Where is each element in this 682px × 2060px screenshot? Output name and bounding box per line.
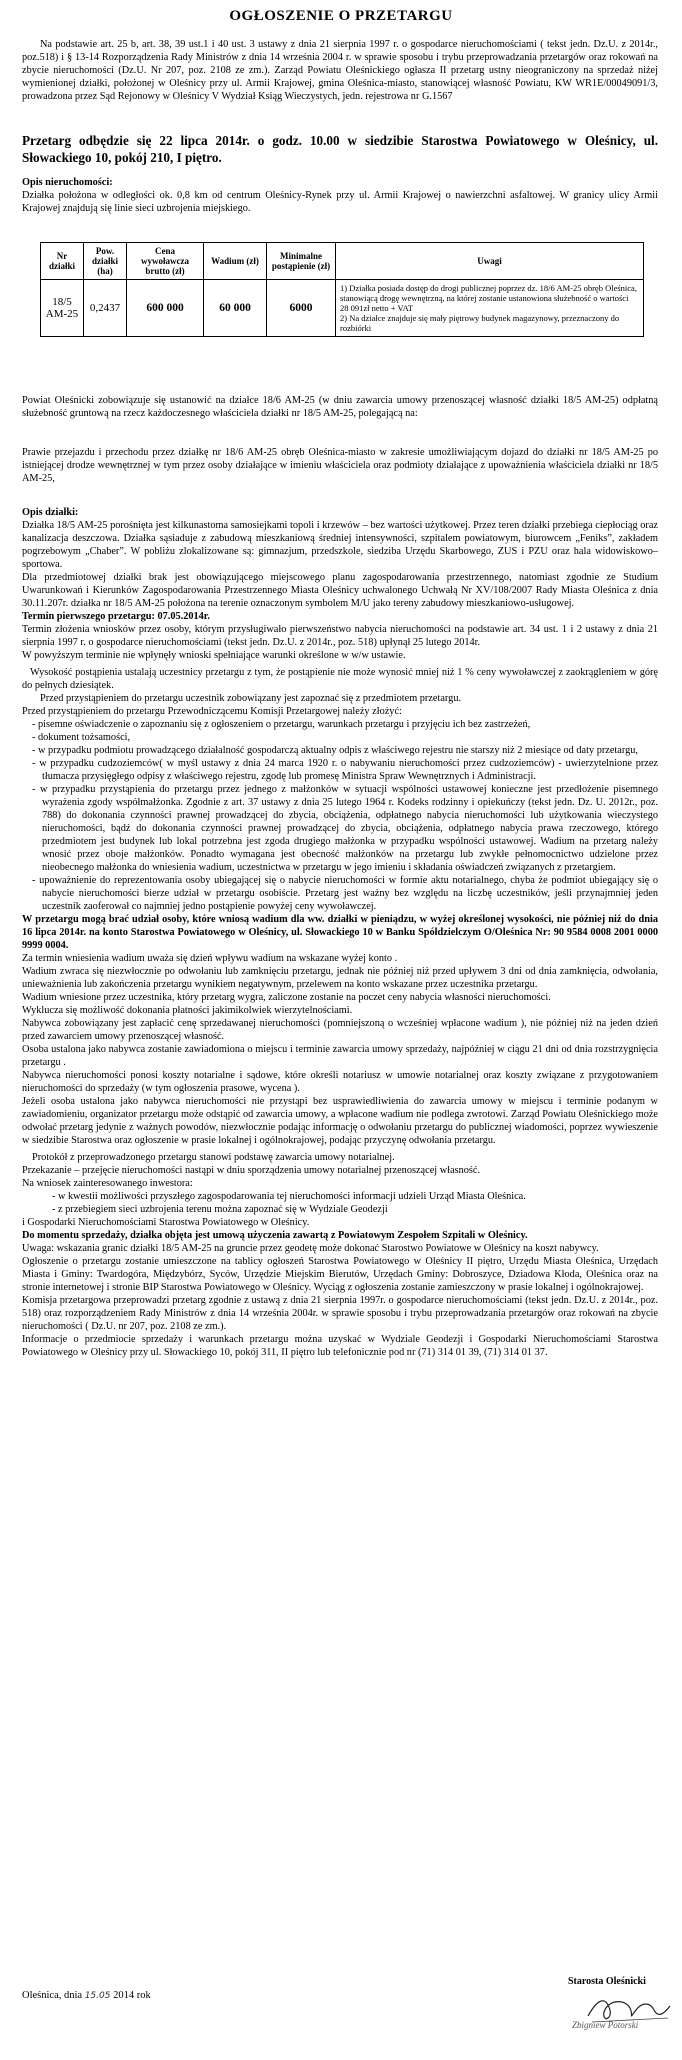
documents-list-item: - w przypadku podmiotu prowadzącego działalność gospodarczą aktualny odpis z właściwego rejestru nie starszy niż 2 miesiące od daty przetargu, bbox=[32, 745, 638, 756]
easement-scope-paragraph: Prawie przejazdu i przechodu przez działkę nr 18/6 AM-25 obręb Oleśnica-miasto w zakresie umożliwiającym dojazd do działki nr 18/5 AM-25 po istniejącej drodze wewnętrznej w tym przez osoby działające w imieniu właściciela oraz podmioty działające z upoważnienia właściciela działki nr 18/5 AM-25, bbox=[22, 447, 658, 484]
priority-note: W powyższym terminie nie wpłynęły wnioski spełniające warunki określone w w/w ustawie. bbox=[22, 650, 406, 661]
first-auction-date: Termin pierwszego przetargu: 07.05.2014r. bbox=[22, 611, 210, 622]
buyer-payment-paragraph: Nabywca zobowiązany jest zapłacić cenę sprzedawanej nieruchomości (pomniejszoną o wcześniej wpłacone wadium ), nie później niż na jeden dzień przed zawarciem umowy przenoszącej własność. bbox=[22, 1018, 658, 1042]
documents-intro: Przed przystąpieniem do przetargu Przewodniczącemu Komisji Przetargowej należy złożyć: bbox=[22, 706, 402, 717]
plot-description-title: Opis działki: bbox=[22, 507, 79, 518]
table-cell-plot-number: 18/5 AM-25 bbox=[41, 280, 84, 337]
table-header: Minimalne postąpienie (zł) bbox=[267, 243, 336, 280]
date-suffix: 2014 rok bbox=[113, 1990, 151, 2001]
request-intro: Na wniosek zainteresowanego inwestora: bbox=[22, 1178, 193, 1189]
table-header: Uwagi bbox=[336, 243, 644, 280]
intro-paragraph: Na podstawie art. 25 b, art. 38, 39 ust.1 i 40 ust. 3 ustawy z dnia 21 sierpnia 1997 r. o gospodarce nieruchomościami ( tekst jedn. Dz.U. z 2014r., poz.518) i § 13-14 Rozporządzenia Rady Ministrów z dnia 14 września 2004 r. w sprawie sposobu i trybu przeprowadzania przetargów oraz rokowań na zbycie nieruchomości (Dz.U. Nr 207, poz. 2108 ze zm.). Zarząd Powiatu Oleśnickiego ogłasza II przetarg ustny nieograniczony na sprzedaż niżej wymienionej działki, położonej w Oleśnicy przy ul. Armii Krajowej, gmina Oleśnica-miasto, stanowiącej własność Powiatu, KW WR1E/00049091/3, prowadzona przez Sąd Rejonowy w Oleśnicy V Wydział Ksiąg Wieczystych, jedn. rejestrowa nr G.1567 bbox=[22, 39, 658, 102]
familiarize-paragraph: Przed przystąpieniem do przetargu uczestnik zobowiązany jest zapoznać się z przedmiotem przetargu. bbox=[40, 693, 462, 704]
table-header: Nr działki bbox=[41, 243, 84, 280]
table-header: Pow. działki (ha) bbox=[84, 243, 127, 280]
request-list-item-text: z przebiegiem sieci uzbrojenia terenu można zapoznać się w Wydziale Geodezji bbox=[58, 1204, 388, 1215]
plot-description-text: Działka 18/5 AM-25 porośnięta jest kilkunastoma samosiejkami topoli i krzewów – bez wartości użytkowej. Przez teren działki przebiega ciepłociąg oraz kanalizacja deszczowa. Działka sąsiaduje z zabudową mieszkaniową średniej intensywności, szpitalem powiatowym, biurowcem „Feniks”, zakładem pogrzebowym „Chaber”. W pobliżu zlokalizowane są: gimnazjum, przedszkole, siedziba Urzędu Skarbowego, ZUS i PZU oraz hala widowiskowo–sportowa. bbox=[22, 520, 658, 570]
date-prefix: Oleśnica, dnia bbox=[22, 1990, 83, 2001]
lending-agreement-note: Do momentu sprzedaży, działka objęta jest umową użyczenia zawartą z Powiatowym Zespołem Szpitali w Oleśnicy. bbox=[22, 1230, 528, 1241]
documents-list-item: - dokument tożsamości, bbox=[32, 732, 131, 743]
request-list-item: - z przebiegiem sieci uzbrojenia terenu można zapoznać się w Wydziale Geodezji bbox=[52, 1204, 388, 1215]
commission-paragraph: Komisja przetargowa przeprowadzi przetarg zgodnie z ustawą z dnia 21 sierpnia 1997r. o gospodarce nieruchomościami (tekst jedn. Dz.U. z 2014r., poz. 518) oraz rozporządzeniem Rady Ministrów z dnia 14 września 2004r. w sprawie sposobu i trybu przeprowadzania przetargów oraz rokowań na zbycie nieruchomości ( Dz.U. nr 207, poz. 2108 ze zm.). bbox=[22, 1295, 658, 1332]
deposit-conditions: W przetargu mogą brać udział osoby, które wniosą wadium dla ww. działki w pieniądzu, w wyżej określonej wysokości, nie później niż do dnia 16 lipca 2014r. na konto Starostwa Powiatowego w Oleśnicy, ul. Słowackiego 10 w Banku Spółdzielczym O/Oleśnica Nr: 90 9584 0008 2001 0000 9999 0004. bbox=[22, 914, 658, 951]
table-header: Wadium (zł) bbox=[204, 243, 267, 280]
request-list-item-text: w kwestii możliwości przyszłego zagospodarowania tej nieruchomości informacji udzieli Urząd Miasta Oleśnica. bbox=[58, 1191, 526, 1202]
plot-table bbox=[40, 242, 644, 337]
table-cell-deposit: 60 000 bbox=[204, 280, 267, 337]
deposit-return-paragraph: Wadium zwraca się niezwłocznie po odwołaniu lub zamknięciu przetargu, jednak nie później niż przed upływem 3 dni od dnia zamknięcia, odwołania, unieważnienia lub zakończenia przetargu wynikiem negatywnym, przelewem na konto wskazane przez uczestnika przetargu. bbox=[22, 966, 658, 990]
priority-deadline-paragraph: Termin złożenia wniosków przez osoby, którym przysługiwało pierwszeństwo nabycia nieruchomości na podstawie art. 34 ust. 1 i 2 ustawy z dnia 21 sierpnia 1997 r. o gospodarce nieruchomościami (tekst jedn. Dz.U. z 2014r., poz. 518) upłynął 25 lutego 2014r. bbox=[22, 624, 658, 648]
publication-paragraph: Ogłoszenie o przetargu zostanie umieszczone na tablicy ogłoszeń Starostwa Powiatowego w Oleśnicy II piętro, Urzędu Miasta Oleśnica, Urzędach Miasta i Gminy: Twardogóra, Międzybórz, Syców, Urzędzie Miejskim Bierutów, Urzędach Gminy: Dobroszyce, Dziadowa Kłoda, Oleśnica oraz na stronie internetowej i stronie BIP Starostwa Powiatowego w Oleśnicy. Wyciąg z ogłoszenia zostanie zamieszczony w prasie lokalnej i ogólnokrajowej. bbox=[22, 1256, 658, 1293]
table-cell-area: 0,2437 bbox=[84, 280, 127, 337]
request-list-item: - w kwestii możliwości przyszłego zagospodarowania tej nieruchomości informacji udzieli Urząd Miasta Oleśnica. bbox=[52, 1191, 526, 1202]
documents-list-item: - w przypadku przystąpienia do przetargu przez jednego z małżonków w sytuacji wspólności ustawowej konieczne jest przedłożenie pisemnego wyrażenia zgody współmałżonka. Zgodnie z art. 37 ustawy z dnia 25 lutego 1964 r. Kodeks rodzinny i opiekuńczy (tekst jedn. Dz. U. 2012r., poz. 788) do dokonania czynności prawnej prowadzącej do zbycia, obciążenia, odpłatnego nabycia nieruchomości lub użytkowania wieczystego nieruchomości, bądź do dokonania czynności prawnej prowadzącej do zbycia, obciążenia, odpłatnego nabycia prawa rzeczowego, którego przedmiotem jest budynek lub lokal potrzebna jest zgoda drugiego małżonka w przypadku wspólności ustawowej. Wadium na przetarg należy wnosić przez oboje małżonków. Ponadto wymagana jest obecność małżonków na przetargu lub zwykłe pełnomocnictwo udzielone przez nieobecnego małżonka do wniesienia wadium, uczestnictwa w przetargu w jego imieniu i składania oświadczeń związanych z przetargiem. bbox=[32, 784, 658, 873]
documents-list-item: - upoważnienie do reprezentowania osoby ubiegającej się o nabycie nieruchomości w formie aktu notarialnego, chyba że podmiot ubiegający się o nabycie nieruchomości bierze udział w przetargu osobiście. Przetarg jest ważny bez względu na liczbę uczestników, jeśli przynajmniej jeden uczestnik zaoferował co najmniej jedno postąpienie powyżej ceny wywoławczej. bbox=[32, 875, 658, 912]
page-title: OGŁOSZENIE O PRZETARGU bbox=[229, 8, 453, 24]
protocol-note: Protokół z przeprowadzonego przetargu stanowi podstawę zawarcia umowy notarialnej. bbox=[32, 1152, 395, 1163]
property-description-text: Działka położona w odległości ok. 0,8 km od centrum Oleśnicy-Rynek przy ul. Armii Krajowej o nawierzchni asfaltowej. W granicy ulicy Armii Krajowej znajdują się linie sieci uzbrojenia miejskiego. bbox=[22, 190, 658, 214]
signature-title: Starosta Oleśnicki bbox=[568, 1976, 646, 1987]
table-row bbox=[41, 280, 644, 337]
buyer-notification-paragraph: Osoba ustalona jako nabywca zostanie zawiadomiona o miejscu i terminie zawarcia umowy sprzedaży, najpóźniej w ciągu 21 dni od dnia rozstrzygnięcia przetargu . bbox=[22, 1044, 658, 1068]
property-description-title: Opis nieruchomości: bbox=[22, 177, 113, 188]
signatory-name: Zbigniew Potorski bbox=[572, 2020, 639, 2030]
table-header-row bbox=[41, 243, 644, 280]
plot-description bbox=[22, 506, 658, 1359]
table-cell-price: 600 000 bbox=[127, 280, 204, 337]
table-header: Cena wywoławcza brutto (zł) bbox=[127, 243, 204, 280]
deposit-credit-paragraph: Wadium wniesione przez uczestnika, który przetarg wygra, zaliczone zostanie na poczet ceny nabycia własności nieruchomości. bbox=[22, 992, 551, 1003]
property-description bbox=[22, 176, 658, 215]
documents-list-item: - w przypadku cudzoziemców( w myśl ustawy z dnia 24 marca 1920 r. o nabywaniu nieruchomości przez cudzoziemców) - uwierzytelnione przez tłumacza przysięgłego odpisy z właściwego rejestru, zgodę lub promesę Ministra Spraw Wewnętrznych i Administracji. bbox=[32, 758, 658, 782]
buyer-default-paragraph: Jeżeli osoba ustalona jako nabywca nieruchomości nie przystąpi bez usprawiedliwienia do zawarcia umowy w miejscu i terminie podanym w zawiadomieniu, organizator przetargu może odstąpić od zawarcia umowy, a wpłacone wadium nie podlega zwrotowi. Zarząd Powiatu Oleśnickiego może odwołać przetarg jedynie z ważnych powodów, niezwłocznie podając informację o odwołaniu przetargu do publicznej wiadomości, poprzez wywieszenie w siedzibie Starostwa oraz ogłoszenie w prasie lokalnej i ogólnokrajowej, podając przyczynę odwołania przetargu. bbox=[22, 1096, 658, 1146]
table-cell-min-increment: 6000 bbox=[267, 280, 336, 337]
payment-exclusion: Wyklucza się możliwość dokonania płatności jakimikolwiek wierzytelnościami. bbox=[22, 1005, 353, 1016]
zoning-paragraph: Dla przedmiotowej działki brak jest obowiązującego miejscowego planu zagospodarowania przestrzennego, natomiast zgodnie ze Studium Uwarunkowań i Kierunków Zagospodarowania Przestrzennego Miasta Oleśnicy uchwalonego Uchwałą Nr XV/108/2007 Rady Miasta Oleśnica z dnia 30.11.207r. działka nr 18/5 AM-25 położona na terenie oznaczonym symbolem M/U jako tereny zabudowy mieszkaniowo-usługowej. bbox=[22, 572, 658, 609]
easement-paragraph: Powiat Oleśnicki zobowiązuje się ustanowić na działce 18/6 AM-25 (w dniu zawarcia umowy przenoszącej własność działki 18/5 AM-25) odpłatną służebność gruntową na rzecz każdoczesnego właściciela działki nr 18/5 AM-25, polegającą na: bbox=[22, 395, 658, 419]
deposit-day-note: Za termin wniesienia wadium uważa się dzień wpływu wadium na wskazane wyżej konto . bbox=[22, 953, 398, 964]
document-date bbox=[22, 1990, 151, 2001]
increment-paragraph: Wysokość postąpienia ustalają uczestnicy przetargu z tym, że postąpienie nie może wynosić mniej niż 1 % ceny wywoławczej z zaokrągleniem w górę do pełnych dziesiątek. bbox=[22, 667, 658, 691]
survey-note: Uwaga: wskazania granic działki 18/5 AM-25 na gruncie przez geodetę może dokonać Starostwo Powiatowe w Oleśnicy na koszt nabywcy. bbox=[22, 1243, 599, 1254]
date-handwritten: 15.05 bbox=[84, 1991, 111, 2001]
documents-list-item: - pisemne oświadczenie o zapoznaniu się z ogłoszeniem o przetargu, warunkach przetargu i przyjęciu ich bez zastrzeżeń, bbox=[32, 719, 531, 730]
buyer-costs-paragraph: Nabywca nieruchomości ponosi koszty notarialne i sądowe, które określi notariusz w umowie notarialnej oraz koszty związane z przygotowaniem nieruchomości do sprzedaży (w tym ogłoszenia prasowe, wycena ). bbox=[22, 1070, 658, 1094]
handover-note: Przekazanie – przejęcie nieruchomości nastąpi w dniu sporządzenia umowy notarialnej przenoszącej własność. bbox=[22, 1165, 481, 1176]
information-paragraph: Informacje o przedmiocie sprzedaży i warunkach przetargu można uzyskać w Wydziale Geodezji i Gospodarki Nieruchomościami Starostwa Powiatowego w Oleśnicy przy ul. Słowackiego 10, pokój 311, II piętro lub telefonicznie pod nr (71) 314 01 39, (71) 314 01 37. bbox=[22, 1334, 658, 1358]
table-cell-remarks: 1) Działka posiada dostęp do drogi publicznej poprzez dz. 18/6 AM-25 obręb Oleśnica, stanowiącą drogę wewnętrzną, na której zostanie ustanowiona służebność o wartości 28 091zł netto + VAT 2) Na działce znajduje się mały piętrowy budynek magazynowy, przeznaczony do rozbiórki bbox=[336, 280, 644, 337]
auction-date-headline: Przetarg odbędzie się 22 lipca 2014r. o godz. 10.00 w siedzibie Starostwa Powiatowego w Oleśnicy, ul. Słowackiego 10, pokój 210, I piętro. bbox=[22, 133, 658, 165]
geodesy-department: i Gospodarki Nieruchomościami Starostwa Powiatowego w Oleśnicy. bbox=[22, 1217, 310, 1228]
